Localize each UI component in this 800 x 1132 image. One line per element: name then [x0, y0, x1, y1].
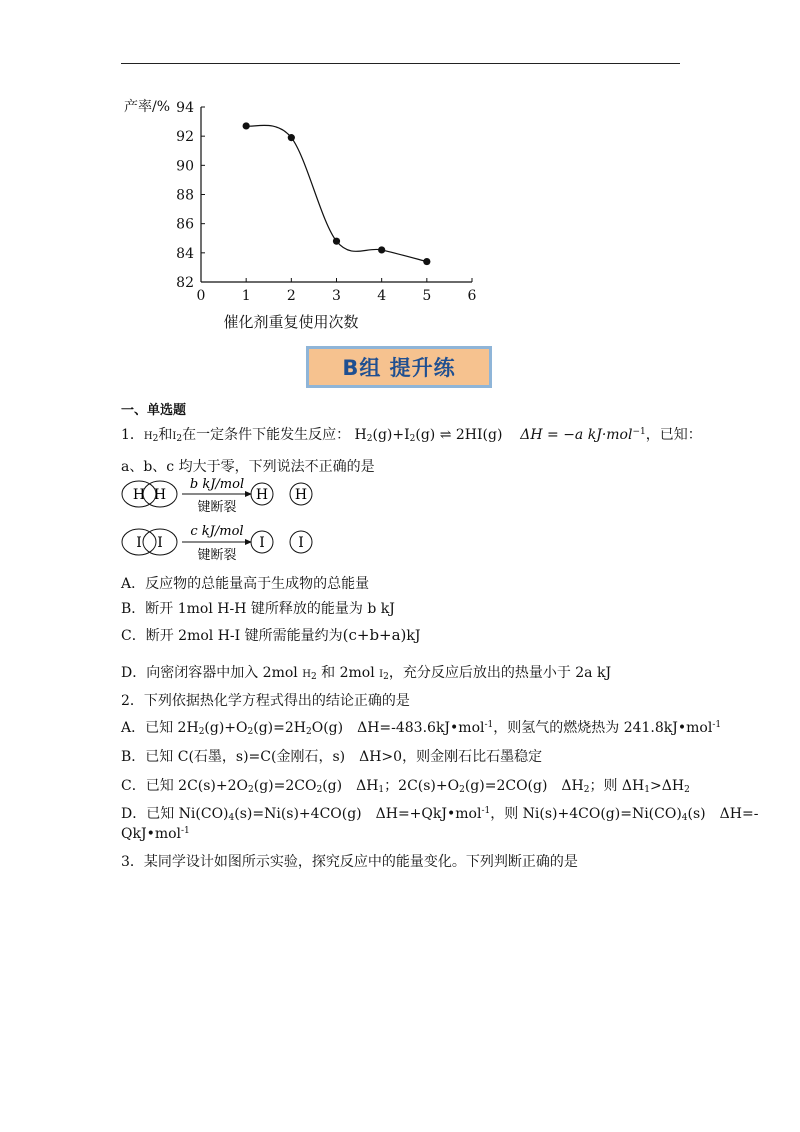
data-point-3	[333, 238, 340, 245]
x-tick-label: 2	[286, 288, 296, 304]
atom-i-left: I	[136, 535, 142, 551]
section-title: 一、单选题	[121, 403, 187, 418]
data-point-5	[423, 258, 430, 265]
atom-i-product2: I	[298, 535, 304, 551]
q1-stem-line2: a、b、c 均大于零，下列说法不正确的是	[121, 459, 375, 475]
hh-bond-diagram	[120, 476, 360, 524]
x-tick-label: 6	[467, 288, 477, 304]
q3-stem: 3．某同学设计如图所示实验，探究反应中的能量变化。下列判断正确的是	[121, 854, 578, 870]
y-tick-label: 94	[176, 100, 194, 116]
x-tick-label: 4	[377, 288, 387, 304]
atom-i-right: I	[157, 535, 163, 551]
chart-ticks	[176, 100, 476, 304]
q2-option-b: B．已知 C(石墨，s)=C(金刚石，s) ΔH>0，则金刚石比石墨稳定	[121, 749, 543, 765]
group-b-banner: B组 提升练	[306, 346, 492, 388]
x-tick-label: 5	[422, 288, 432, 304]
data-point-1	[243, 122, 250, 129]
q2-option-c: C．已知 $2C(s)+2O_2(g)=2CO_2(g)$ $\Delta H_1$；$2C(s)+O_2(g)=2CO(g)$ $\Delta H_2$；则 $\Delta H_1>\Delta H_2$	[121, 778, 690, 795]
ii-bond-diagram	[120, 522, 360, 570]
q2-option-a: A．已知 $2H_2(g)+O_2(g)=2H_2O(g)$ ΔH=-483.6kJ•mol$^{-1}$，则氢气的燃烧热为 241.8kJ•mol$^{-1}$	[121, 720, 722, 737]
q2-option-d: D．已知 $Ni(CO)_4(s)=Ni(s)+4CO(g)$ ΔH=+QkJ•mol$^{-1}$，则 $Ni(s)+4CO(g)=Ni(CO)_4(s)$ ΔH=-	[121, 806, 759, 823]
chart-axes	[201, 107, 472, 282]
yield-chart	[110, 95, 490, 340]
q1-option-b: B．断开 1mol H-H 键所释放的能量为 b kJ	[121, 601, 395, 617]
y-tick-label: 88	[176, 187, 194, 204]
series-points	[243, 122, 431, 265]
q1-option-d: D．向密闭容器中加入 2mol $H_2$ 和 2mol $I_2$，充分反应后放出的热量小于 2a kJ	[121, 665, 612, 682]
atom-h-right: H	[153, 487, 167, 503]
q1-equation: $H_2(g)+I_2(g)$ ⇌ 2HI(g)	[354, 427, 503, 444]
y-axis-label: 产率/%	[124, 99, 171, 115]
q1-stem: 1．$H_2$和$I_2$在一定条件下能发生反应： $H_2(g)+I_2(g)$ ⇌ 2HI(g) ΔH = −a kJ·mol$^{-1}$，已知：	[121, 427, 702, 444]
atom-h-product1: H	[255, 487, 269, 503]
atom-h-left: H	[132, 487, 146, 503]
y-tick-label: 90	[176, 158, 194, 175]
atom-i-product1: I	[259, 535, 265, 551]
y-tick-label: 86	[176, 216, 194, 233]
d1-bond-break-label: 键断裂	[197, 500, 237, 515]
y-tick-label: 82	[176, 275, 194, 291]
d2-energy-label: c kJ/mol	[190, 524, 244, 539]
q2-stem: 2．下列依据热化学方程式得出的结论正确的是	[121, 693, 410, 709]
d1-energy-label: b kJ/mol	[189, 477, 245, 492]
header-rule	[121, 63, 680, 64]
q2-option-d-cont: QkJ•mol$^{-1}$	[121, 826, 190, 842]
d2-bond-break-label: 键断裂	[197, 548, 237, 563]
data-point-4	[378, 246, 385, 253]
x-tick-label: 0	[196, 288, 206, 304]
y-tick-label: 84	[176, 245, 194, 262]
q1-option-c: C．断开 2mol H-I 键所需能量约为(c+b+a)kJ	[121, 626, 421, 644]
data-point-2	[288, 134, 295, 141]
atom-h-product2: H	[294, 487, 308, 503]
x-tick-label: 3	[332, 288, 341, 304]
x-axis-label: 催化剂重复使用次数	[223, 313, 359, 331]
q1-option-a: A．反应物的总能量高于生成物的总能量	[121, 576, 370, 592]
x-tick-label: 1	[241, 288, 251, 304]
y-tick-label: 92	[176, 129, 194, 146]
